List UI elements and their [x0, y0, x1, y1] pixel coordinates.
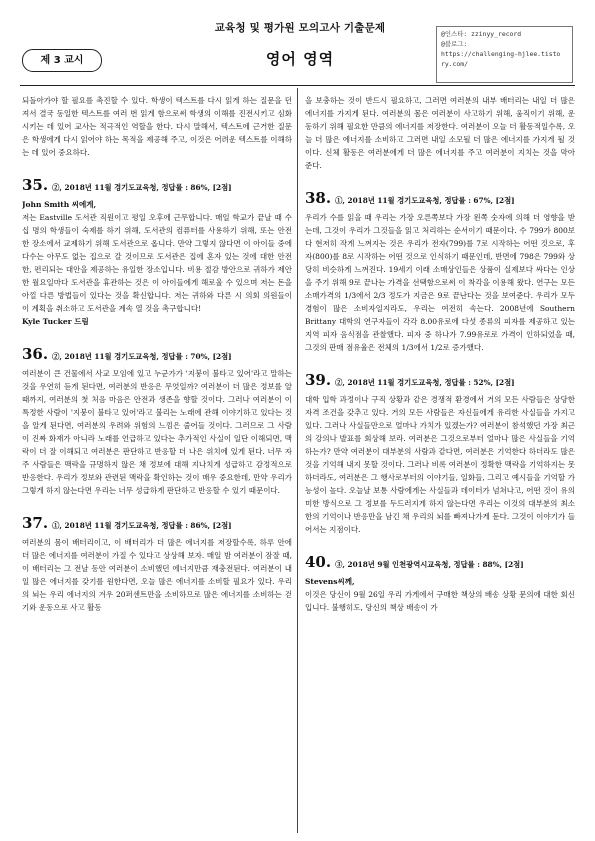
question-39-passage: 대학 입학 과정이나 구직 상황과 같은 경쟁적 환경에서 거의 모든 사람들은 상당한 자격 조건을 갖추고 있다. 거의 모든 사람들은 자신들에게 유리한 사실들을 가지고 있다. 그러나 사실들만으로 얼마나 가치가 있겠는가? 여러분이 참석했던 가장 최근의 강의나 발표를 회상해 보라. 여러분은 그것으로부터 얼마나 많은 사실들을 기억하는가? 만약 여러분이 대부분의 사람과 같다면, 여러분은 기억한다 하더라도 많은 것을 기억해 내지 못할 것이다. 그러나 비록 여러분이 정확한 맥락을 기억하지는 못하더라도, 여러분은 그 행사로부터의 이야기들, 일화들, 그리고 예시들을 기억할 가능성이 높다. 오늘날 보통 사람에게는 사실들과 데이터가 넘쳐나고, 어떤 것이 유의미한 방식으로 그 정보를 두드러지게 하지 않는다면 우리는 이것의 대부분의 최소한의 기억이나 반응만을 남긴 채 우리의 뇌를 빠져나가게 둔다. 그것이 이야기가 들어서는 지점이다.: [305, 395, 575, 534]
question-number: 36.: [22, 345, 49, 363]
question-number: 37.: [22, 514, 49, 532]
question-number: 39.: [305, 371, 332, 389]
question-number: 40.: [305, 553, 332, 571]
question-37-passage: 여러분의 몸이 배터리이고, 이 배터리가 더 많은 에너지를 저장할수록, 하루 안에 더 많은 에너지를 여러분이 가질 수 있다고 상상해 보자. 매일 밤 여러분이 잠잘 때, 이 배터리는 그 전날 동안 여러분이 소비했던 에너지만큼 재충전된다. 여러분이 내일 많은 에너지를 갖기를 원한다면, 오늘 많은 에너지를 소비할 필요가 있다. 우리의 뇌는 우리 에너지의 겨우 20퍼센트만을 소비하므로 많은 에너지를 소비하는 걷기와 운동으로 사고 활동: [22, 538, 292, 612]
letter-salutation: Stevens씨께,: [305, 577, 355, 586]
question-36-passage: 여러분이 큰 건물에서 사교 모임에 있고 누군가가 '지붕이 불타고 있어'라고 말하는 것을 우연히 듣게 된다면, 여러분의 반응은 무엇일까? 여러분이 더 많은 정보를 알 때까지, 여러분의 첫 처음 마음은 안전과 생존을 향할 것이다. 그러나 여러분이 이 특정한 사람이 '지붕이 불타고 있어'라고 불리는 노래에 관해 이야기하고 있다는 것을 알게 된다면, 여러분의 우려와 위험의 느낌은 줄어들 것이다. 그러므로 그 사람이 진짜 화재가 아니라 노래를 언급하고 있다는 추가적인 사실이 일단 이해되면, 맥락이 더 잘 이해되고 여러분은 판단하고 반응할 더 나은 위치에 있게 된다. 너무 자주 사람들은 맥락을 규명하지 않은 채 정보에 대해 지나치게 성급하고 감정적으로 반응한다. 우리가 정보와 관련된 맥락을 확인하는 것이 매우 중요한데, 만약 우리가 그렇게 하지 않는다면 우리는 너무 성급하게 판단하고 반응할 수 있기 때문이다.: [22, 369, 292, 495]
question-40-passage: 이것은 당신이 9월 26일 우리 가게에서 구매한 책상의 배송 상황 문의에 대한 회신입니다. 불행히도, 당신의 책상 배송이 가: [305, 590, 575, 612]
header-rule: [20, 85, 575, 86]
continued-passage: 되돌아가야 할 필요를 촉진할 수 있다. 학생이 텍스트를 다시 읽게 하는 질문을 던져서 결국 동일한 텍스트를 여러 번 읽게 함으로써 학생의 이해를 진전시키고 심화시키는 데 있어 교사는 적극적인 역할을 한다. 다시 말해서, 텍스트에 근거한 질문은 학생에게 다시 읽어야 하는 목적을 제공해 주고, 이것은 어려운 텍스트를 이해하는 데 있어 중요하다.: [22, 96, 292, 157]
question-meta: ③, 2018년 9월 인천광역시교육청, 정답률 : 88%, [2점]: [335, 560, 524, 569]
question-35-header: [22, 176, 292, 194]
exam-period-badge: 제 3 교시: [22, 49, 102, 72]
info-line: @블로그:: [441, 40, 468, 48]
info-line: @인스타: zzinyy_record: [441, 30, 522, 38]
column-divider: [297, 88, 298, 833]
question-number: 38.: [305, 189, 332, 207]
question-meta: ①, 2018년 11월 경기도교육청, 정답률 : 86%, [2점]: [52, 521, 232, 530]
info-line: https://challenging-hjlee.tisto: [441, 50, 561, 58]
left-column: [22, 94, 292, 834]
question-meta: ②, 2018년 11월 경기도교육청, 정답률 : 52%, [2점]: [335, 378, 515, 387]
question-39-header: [305, 371, 575, 389]
question-meta: ②, 2018년 11월 경기도교육청, 정답률 : 86%, [2점]: [52, 183, 232, 192]
letter-salutation: John Smith 씨에게,: [22, 200, 97, 209]
question-35-passage: 저는 Eastville 도서관 직원이고 평일 오후에 근무합니다. 매일 학교가 끝날 때 수십 명의 학생들이 숙제를 하기 위해, 도서관의 컴퓨터를 사용하기 위해, 또는 안전한 장소에서 교제하기 위해 도서관으로 옵니다. 만약 그렇지 않다면 이 아이들 중에 다수는 아무도 없는 집으로 갈 것이므로 도서관은 집에 혼자 있는 것에 대한 안전한, 편리되는 대안을 제공하는 유일한 장소입니다. 비용 절감 방안으로 귀하가 제안한 월요일마다 도서관을 휴관하는 것은 이 아이들에게 해로울 수 있으며 저는 돈을 아낄 다른 방법들이 있다는 것을 확신합니다. 저는 귀하와 다른 시 의회 의원들이 이 계획을 취소하고 도서관을 계속 열 것을 촉구합니다!: [22, 213, 292, 313]
question-number: 35.: [22, 176, 49, 194]
right-column: [305, 94, 575, 834]
question-38-header: [305, 189, 575, 207]
subject-title: 영어 영역: [265, 50, 335, 68]
question-meta: ②, 2018년 11월 경기도교육청, 정답률 : 70%, [2점]: [52, 352, 232, 361]
letter-signature: Kyle Tucker 드림: [22, 317, 89, 326]
question-40-header: [305, 553, 575, 571]
header-title: 교육청 및 평가원 모의고사 기출문제: [214, 22, 386, 34]
question-36-header: [22, 345, 292, 363]
question-37-header: [22, 514, 292, 532]
info-box: [436, 26, 573, 83]
continued-passage: 을 보충하는 것이 반드시 필요하고, 그러면 여러분의 내부 배터리는 내일 더 많은 에너지를 가지게 된다. 여러분의 몸은 여러분이 사고하기 위해, 움직이기 위해, 운동하기 위해 필요한 만큼의 에너지를 저장한다. 여러분이 오늘 더 활동적일수록, 오늘 더 많은 에너지를 소비하고 그러면 내일 소모될 더 많은 에너지를 가지게 될 것이다. 신체 활동은 여러분에게 더 많은 에너지를 주고 여러분이 지치는 것을 막아 준다.: [305, 96, 575, 170]
info-line: ry.com/: [441, 60, 468, 68]
question-38-passage: 우리가 수를 읽을 때 우리는 가장 오른쪽보다 가장 왼쪽 숫자에 의해 더 영향을 받는데, 그것이 우리가 그것들을 읽고 처리하는 순서이기 때문이다. 수 799가 800보다 현저히 작게 느껴지는 것은 우리가 전자(799)를 7로 시작하는 어떤 것으로, 후자(800)를 8로 시작하는 어떤 것으로 인식하기 때문인데, 반면에 798은 799와 상당히 비슷하게 느껴진다. 19세기 이래 소매상인들은 상품이 실제보다 싸다는 인상을 주기 위해 9로 끝나는 가격을 선택함으로써 이 착각을 이용해 왔다. 연구는 모든 소매가격의 1/3에서 2/3 정도가 지금은 9로 끝난다는 것을 보여준다. 우리가 모두 경험이 많은 소비자일지라도, 우리는 여전히 속는다. 2008년에 Southern Brittany 대학의 연구자들이 각각 8.00유로에 다섯 종류의 피자를 제공하고 있는 지역 피자 음식점을 관찰했다. 피자 중 하나가 7.99유로로 가격이 인하되었을 때, 그것의 판매 점유율은 전체의 1/3에서 1/2로 증가했다.: [305, 213, 575, 352]
question-meta: ①, 2018년 11월 경기도교육청, 정답률 : 67%, [2점]: [335, 196, 515, 205]
